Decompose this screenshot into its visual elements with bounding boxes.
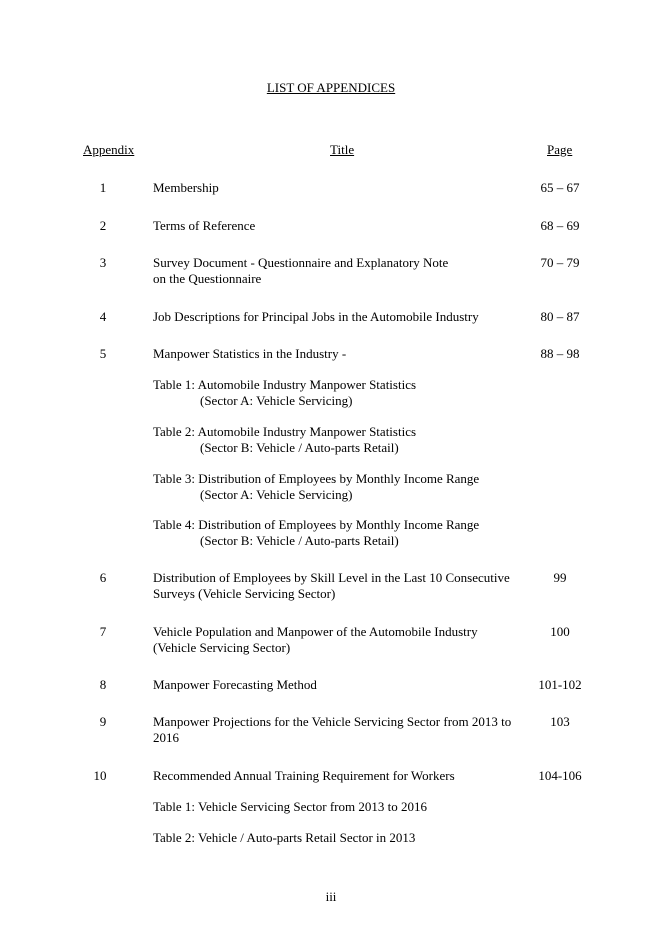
sub-table-entry bbox=[153, 377, 416, 409]
appendix-page: 65 – 67 bbox=[540, 180, 580, 195]
sub-table-sector: (Sector A: Vehicle Servicing) bbox=[200, 393, 353, 408]
column-header-appendix: Appendix bbox=[83, 142, 135, 157]
appendix-page: 88 – 98 bbox=[540, 346, 580, 361]
appendix-page: 80 – 87 bbox=[540, 309, 580, 324]
appendix-title: Job Descriptions for Principal Jobs in the Automobile Industry bbox=[153, 309, 479, 324]
sub-table-title: Table 2: Vehicle / Auto-parts Retail Sector in 2013 bbox=[153, 830, 416, 845]
sub-table-title: Table 4: Distribution of Employees by Monthly Income Range bbox=[153, 517, 480, 532]
appendix-title bbox=[153, 714, 511, 746]
appendix-number: 10 bbox=[93, 768, 107, 783]
appendix-number: 2 bbox=[99, 218, 107, 233]
appendix-number: 9 bbox=[99, 714, 107, 729]
appendix-page: 68 – 69 bbox=[540, 218, 580, 233]
appendix-title bbox=[153, 255, 448, 287]
sub-table-entry bbox=[153, 424, 416, 456]
sub-table-title: Table 1: Automobile Industry Manpower Statistics bbox=[153, 377, 417, 392]
page-heading: LIST OF APPENDICES bbox=[266, 80, 396, 95]
appendix-title-line: (Vehicle Servicing Sector) bbox=[153, 640, 291, 655]
sub-table-sector: (Sector B: Vehicle / Auto-parts Retail) bbox=[200, 533, 399, 548]
appendix-page: 103 bbox=[550, 714, 570, 729]
sub-table-sector: (Sector B: Vehicle / Auto-parts Retail) bbox=[200, 440, 399, 455]
page-number-footer: iii bbox=[325, 889, 337, 904]
appendix-page: 101-102 bbox=[538, 677, 582, 692]
appendix-number: 5 bbox=[99, 346, 107, 361]
sub-table-title: Table 3: Distribution of Employees by Monthly Income Range bbox=[153, 471, 480, 486]
appendix-title-line: Manpower Projections for the Vehicle Servicing Sector from 2013 to bbox=[153, 714, 512, 729]
appendix-title bbox=[153, 570, 510, 602]
appendix-title: Terms of Reference bbox=[153, 218, 256, 233]
appendix-title: Recommended Annual Training Requirement for Workers bbox=[153, 768, 455, 783]
appendix-page: 70 – 79 bbox=[540, 255, 580, 270]
sub-table-entry bbox=[153, 471, 479, 503]
column-header-title: Title bbox=[330, 142, 355, 157]
appendix-title-line: Vehicle Population and Manpower of the Automobile Industry bbox=[153, 624, 478, 639]
appendix-title-line: 2016 bbox=[153, 730, 179, 745]
appendix-number: 1 bbox=[99, 180, 107, 195]
appendix-title-line: Surveys (Vehicle Servicing Sector) bbox=[153, 586, 336, 601]
sub-table-entry bbox=[153, 517, 479, 549]
appendix-number: 8 bbox=[99, 677, 107, 692]
appendix-number: 7 bbox=[99, 624, 107, 639]
appendix-title-line: Distribution of Employees by Skill Level in the Last 10 Consecutive bbox=[153, 570, 510, 585]
appendix-number: 3 bbox=[99, 255, 107, 270]
sub-table-title: Table 2: Automobile Industry Manpower Statistics bbox=[153, 424, 417, 439]
appendix-title-line: on the Questionnaire bbox=[153, 271, 262, 286]
appendix-page: 104-106 bbox=[538, 768, 582, 783]
appendix-page: 100 bbox=[550, 624, 570, 639]
sub-table-sector: (Sector A: Vehicle Servicing) bbox=[200, 487, 353, 502]
appendix-title: Membership bbox=[153, 180, 219, 195]
appendix-title: Manpower Forecasting Method bbox=[153, 677, 317, 692]
column-header-page: Page bbox=[547, 142, 573, 157]
sub-table-title: Table 1: Vehicle Servicing Sector from 2013 to 2016 bbox=[153, 799, 427, 814]
appendix-title: Manpower Statistics in the Industry - bbox=[153, 346, 347, 361]
appendix-title bbox=[153, 624, 478, 656]
appendix-page: 99 bbox=[553, 570, 567, 585]
appendix-title-line: Survey Document - Questionnaire and Explanatory Note bbox=[153, 255, 449, 270]
appendix-number: 6 bbox=[99, 570, 107, 585]
appendix-number: 4 bbox=[99, 309, 107, 324]
